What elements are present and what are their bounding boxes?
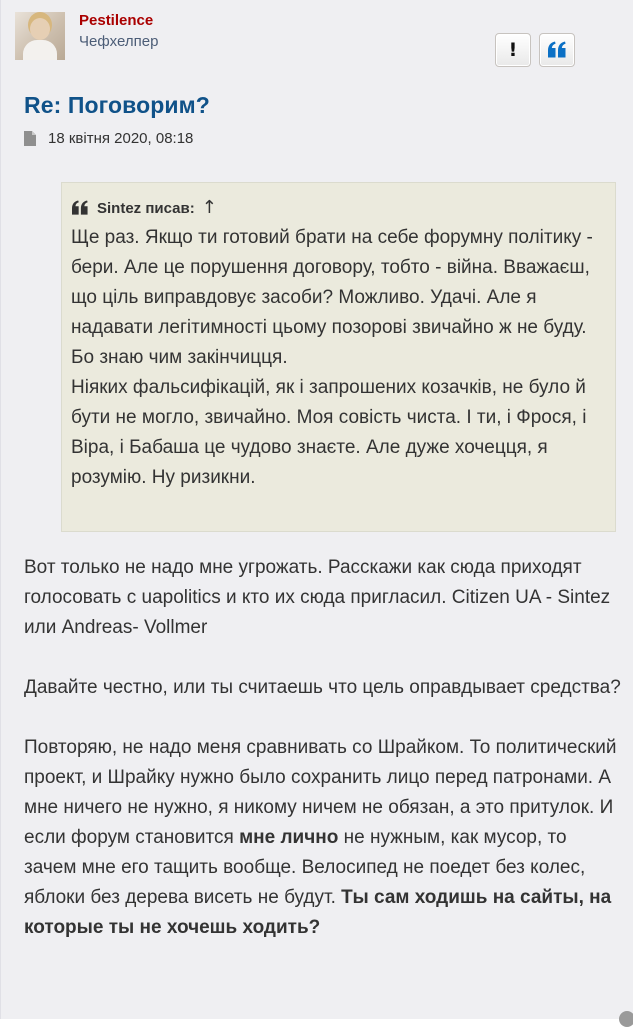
post-date: 18 квітня 2020, 08:18 [48, 129, 194, 147]
text-run: Повторяю, не надо меня сравнивать со Шрайком. То политический проект, и Шрайку нужно было сохранить лицо перед патронами. А мне ничего не нужно, я никому ничем не обязан, а это притулок. И если форум становится [24, 737, 617, 848]
quote-paragraph: Ще раз. Якщо ти готовий брати на себе форумну політику - бери. Але це порушення договору, тобто - війна. Вважаєш, що ціль виправдовує засоби? Можливо. Удачі. Але я надавати легітимності цьому позорові звичайно ж не буду. Бо знаю чим закінчицця. [71, 227, 593, 368]
quote-icon [71, 200, 89, 216]
quote-text [71, 223, 606, 493]
author-rank: Чефхелпер [79, 33, 159, 50]
bold-text: мне лично [239, 827, 339, 848]
text-run: не нужным, как мусор, то зачем мне его тащить вообще. Велосипед не поедет без колес, яблоки без дерева висеть не будут. [24, 827, 586, 908]
exclamation-icon: ! [508, 38, 518, 61]
quote-author: Sintez писав: [97, 199, 195, 217]
file-icon[interactable] [24, 131, 36, 146]
author-username[interactable]: Pestilence [79, 12, 154, 29]
quote-button[interactable] [539, 33, 575, 67]
scroll-to-top-button[interactable] [619, 1011, 633, 1027]
post-title[interactable]: Re: Поговорим? [24, 92, 210, 118]
quote-citation [71, 195, 606, 221]
avatar-head-shape [30, 18, 50, 40]
quoted-message [61, 182, 616, 532]
user-avatar[interactable] [15, 12, 65, 60]
post-meta [24, 129, 193, 147]
bold-text: Ты сам ходишь на сайты, на которые ты не хочешь ходить? [24, 887, 612, 938]
post-header [15, 10, 625, 70]
quote-paragraph: Ніяких фальсифікацій, як і запрошених козачків, не було й бути не могло, звичайно. Моя совість чиста. І ти, і Фрося, і Віра, і Бабаша це чудово знаєте. Але дуже хочецця, я розумію. Ну ризикни. [71, 377, 587, 488]
avatar-body-shape [23, 40, 57, 60]
post-paragraph: Вот только не надо мне угрожать. Расскажи как сюда приходят голосовать с uapolitics и кто их сюда пригласил. Citizen UA - Sintez или Andreas- Vollmer [24, 557, 611, 638]
post-paragraph [24, 733, 624, 943]
post-paragraph: Давайте честно, или ты считаешь что цель оправдывает средства? [24, 677, 621, 698]
quote-icon [547, 41, 567, 59]
jump-to-source-arrow-icon[interactable]: ↑ [201, 197, 217, 218]
report-button[interactable] [495, 33, 531, 67]
post-content [24, 553, 624, 973]
